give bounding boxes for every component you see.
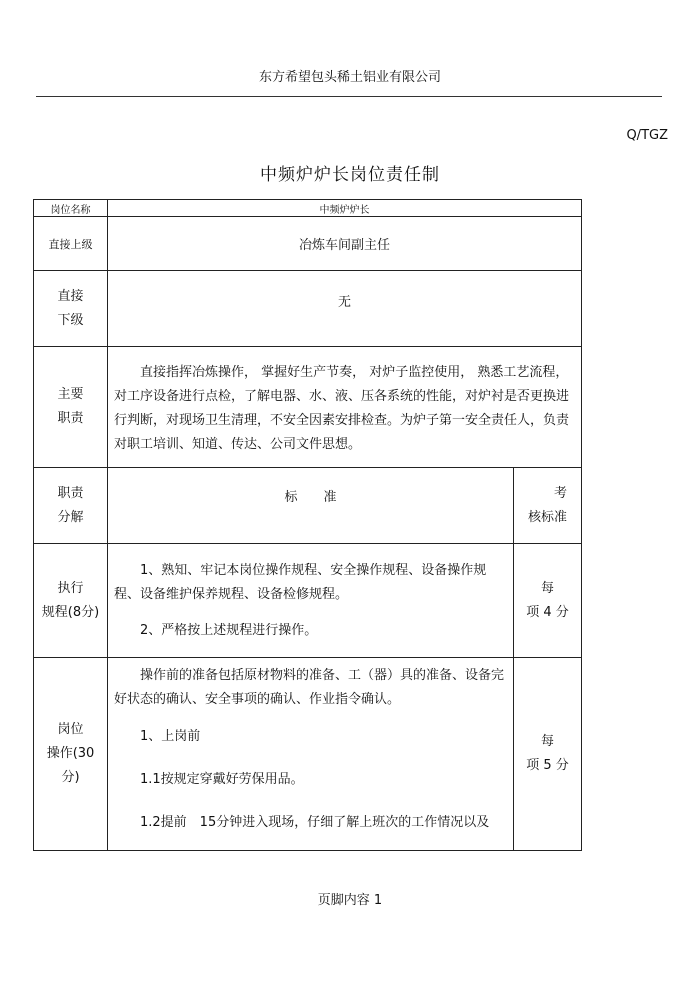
post-operation-assess (514, 658, 582, 851)
header-divider (36, 96, 662, 97)
position-name-label: 岗位名称 (34, 200, 108, 217)
standard-header: 标 准 (108, 468, 514, 544)
assess-header-line2: 核标准 (527, 509, 567, 525)
row-direct-superior (34, 217, 582, 271)
direct-subordinate-label-line1: 直接 (57, 288, 84, 304)
execute-rules-label-line1: 执行 (57, 580, 84, 596)
post-operation-item: 1.2提前 15分钟进入现场，仔细了解上班次的工作情况以及 (140, 815, 490, 830)
main-duty-label-line2: 职责 (57, 411, 84, 426)
execute-rules-label (34, 544, 108, 658)
direct-superior-value: 冶炼车间副主任 (108, 217, 582, 271)
main-duty-label (34, 347, 108, 468)
post-operation-label-line1: 岗位 (57, 722, 84, 737)
execute-rules-item: 1、熟知、牢记本岗位操作规程、安全操作规程、设备操作规程、设备维护保养规程、设备检修规程。 (114, 562, 487, 602)
direct-superior-label: 直接上级 (34, 217, 108, 271)
row-direct-subordinate (34, 271, 582, 347)
breakdown-label-line1: 职责 (57, 485, 84, 501)
breakdown-label (34, 468, 108, 544)
main-duty-label-line1: 主要 (57, 387, 84, 402)
post-operation-label-line2: 操作(30 (46, 746, 95, 761)
document-number: Q/TGZ (626, 128, 668, 143)
direct-subordinate-label-line2: 下级 (57, 312, 84, 328)
post-operation-assess-line1: 每 (540, 734, 554, 749)
breakdown-label-line2: 分解 (57, 509, 84, 525)
execute-rules-assess-line1: 每 (540, 580, 554, 596)
direct-subordinate-value: 无 (108, 271, 582, 347)
execute-rules-item: 2、严格按上述规程进行操作。 (140, 622, 318, 638)
row-main-duty (34, 347, 582, 468)
row-breakdown-header (34, 468, 582, 544)
post-operation-item: 操作前的准备包括原材物料的准备、工（器）具的准备、设备完好状态的确认、安全事项的确认、作业指令确认。 (114, 668, 505, 707)
position-name-value: 中频炉炉长 (108, 200, 582, 217)
post-operation-assess-line2: 项 5 分 (526, 758, 569, 773)
page-footer: 页脚内容 1 (317, 893, 383, 908)
post-operation-item: 1、上岗前 (140, 729, 201, 744)
post-operation-label (34, 658, 108, 851)
post-operation-item: 1.1按规定穿戴好劳保用品。 (140, 772, 304, 787)
row-post-operation (34, 658, 582, 851)
assess-header (514, 468, 582, 544)
assess-header-line1: 考 (553, 485, 567, 501)
execute-rules-standard (108, 544, 514, 658)
execute-rules-label-line2: 规程(8分) (41, 604, 100, 620)
execute-rules-assess (514, 544, 582, 658)
row-position-name (34, 200, 582, 217)
document-title: 中频炉炉长岗位责任制 (260, 165, 440, 185)
execute-rules-assess-line2: 项 4 分 (526, 604, 569, 620)
row-execute-rules (34, 544, 582, 658)
main-duty-text: 直接指挥冶炼操作， 掌握好生产节奏， 对炉子监控使用， 熟悉工艺流程，对工序设备进行点检，了解电器、水、液、压各系统的性能，对炉衬是否更换进行判断，对现场卫生清理，不安全因素安排检查。为炉子第一安全责任人，负责对职工培训、知道、传达、公司文件思想。 (114, 365, 570, 452)
direct-subordinate-label (34, 271, 108, 347)
company-header: 东方希望包头稀土铝业有限公司 (258, 70, 441, 85)
post-operation-label-line3: 分) (61, 770, 80, 785)
main-duty-text-cell (108, 347, 582, 468)
post-operation-standard (108, 658, 514, 851)
responsibility-table (33, 199, 582, 851)
